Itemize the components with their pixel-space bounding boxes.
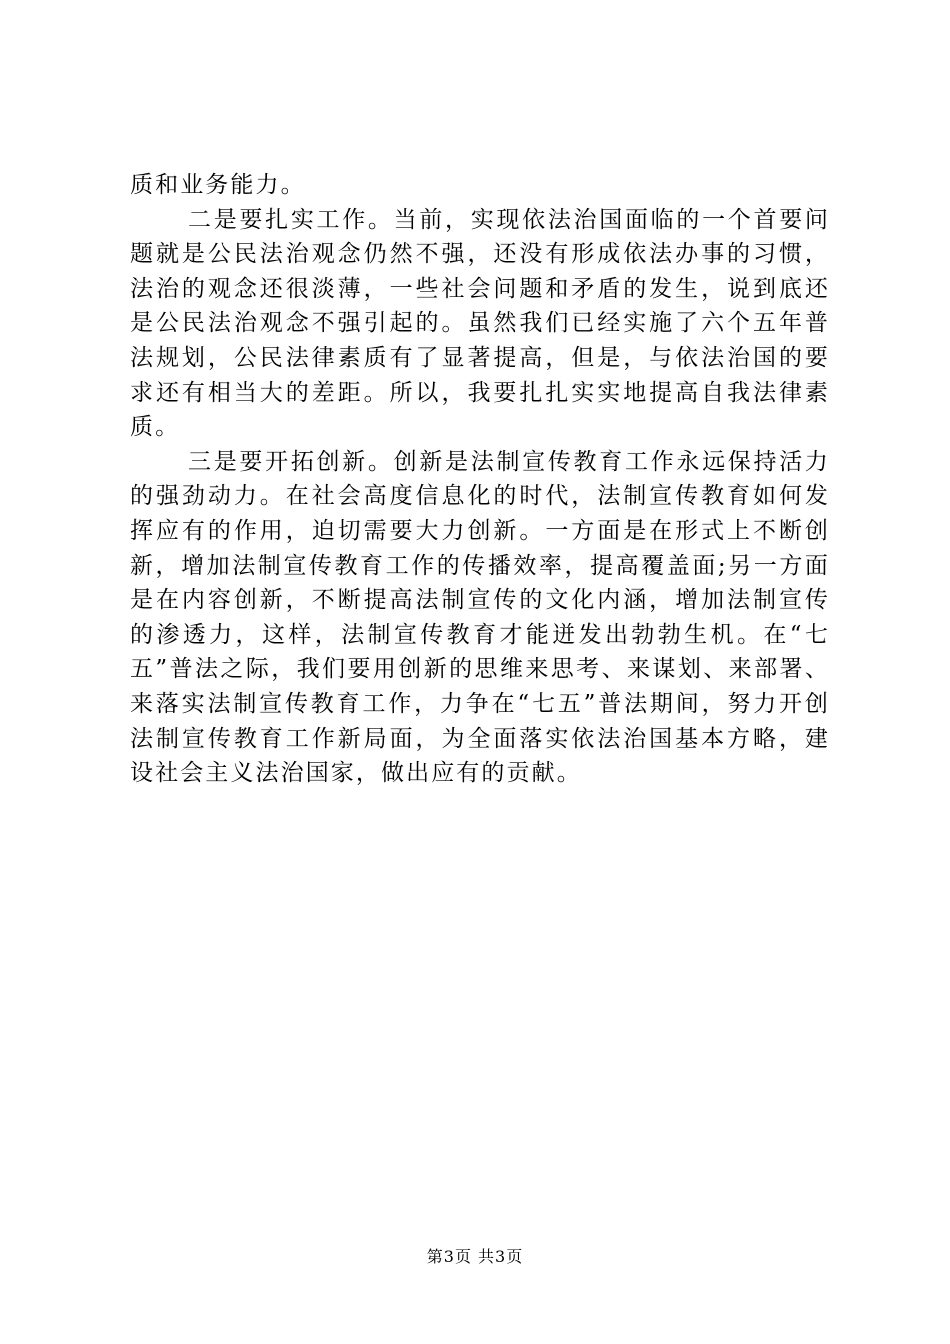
paragraph-continuation: 质和业务能力。 xyxy=(130,172,306,198)
paragraph-practical-work: 二是要扎实工作。当前，实现依法治国面临的一个首要问题就是公民法治观念仍然不强，还没有形成依法办事的习惯，法治的观念还很淡薄，一些社会问题和矛盾的发生，说到底还是公民法治观念不强引起的。虽然我们已经实施了六个五年普法规划，公民法律素质有了显著提高，但是，与依法治国的要求还有相当大的差距。所以，我要扎扎实实地提高自我法律素质。 xyxy=(130,206,830,441)
document-body xyxy=(130,168,830,791)
paragraph-innovation: 三是要开拓创新。创新是法制宣传教育工作永远保持活力的强劲动力。在社会高度信息化的时代，法制宣传教育如何发挥应有的作用，迫切需要大力创新。一方面是在形式上不断创新，增加法制宣传教育工作的传播效率，提高覆盖面;另一方面是在内容创新，不断提高法制宣传的文化内涵，增加法制宣传的渗透力，这样，法制宣传教育才能迸发出勃勃生机。在“七五”普法之际，我们要用创新的思维来思考、来谋划、来部署、来落实法制宣传教育工作，力争在“七五”普法期间，努力开创法制宣传教育工作新局面，为全面落实依法治国基本方略，建设社会主义法治国家，做出应有的贡献。 xyxy=(130,448,830,787)
page-number-footer: 第3页 共3页 xyxy=(426,1247,524,1266)
